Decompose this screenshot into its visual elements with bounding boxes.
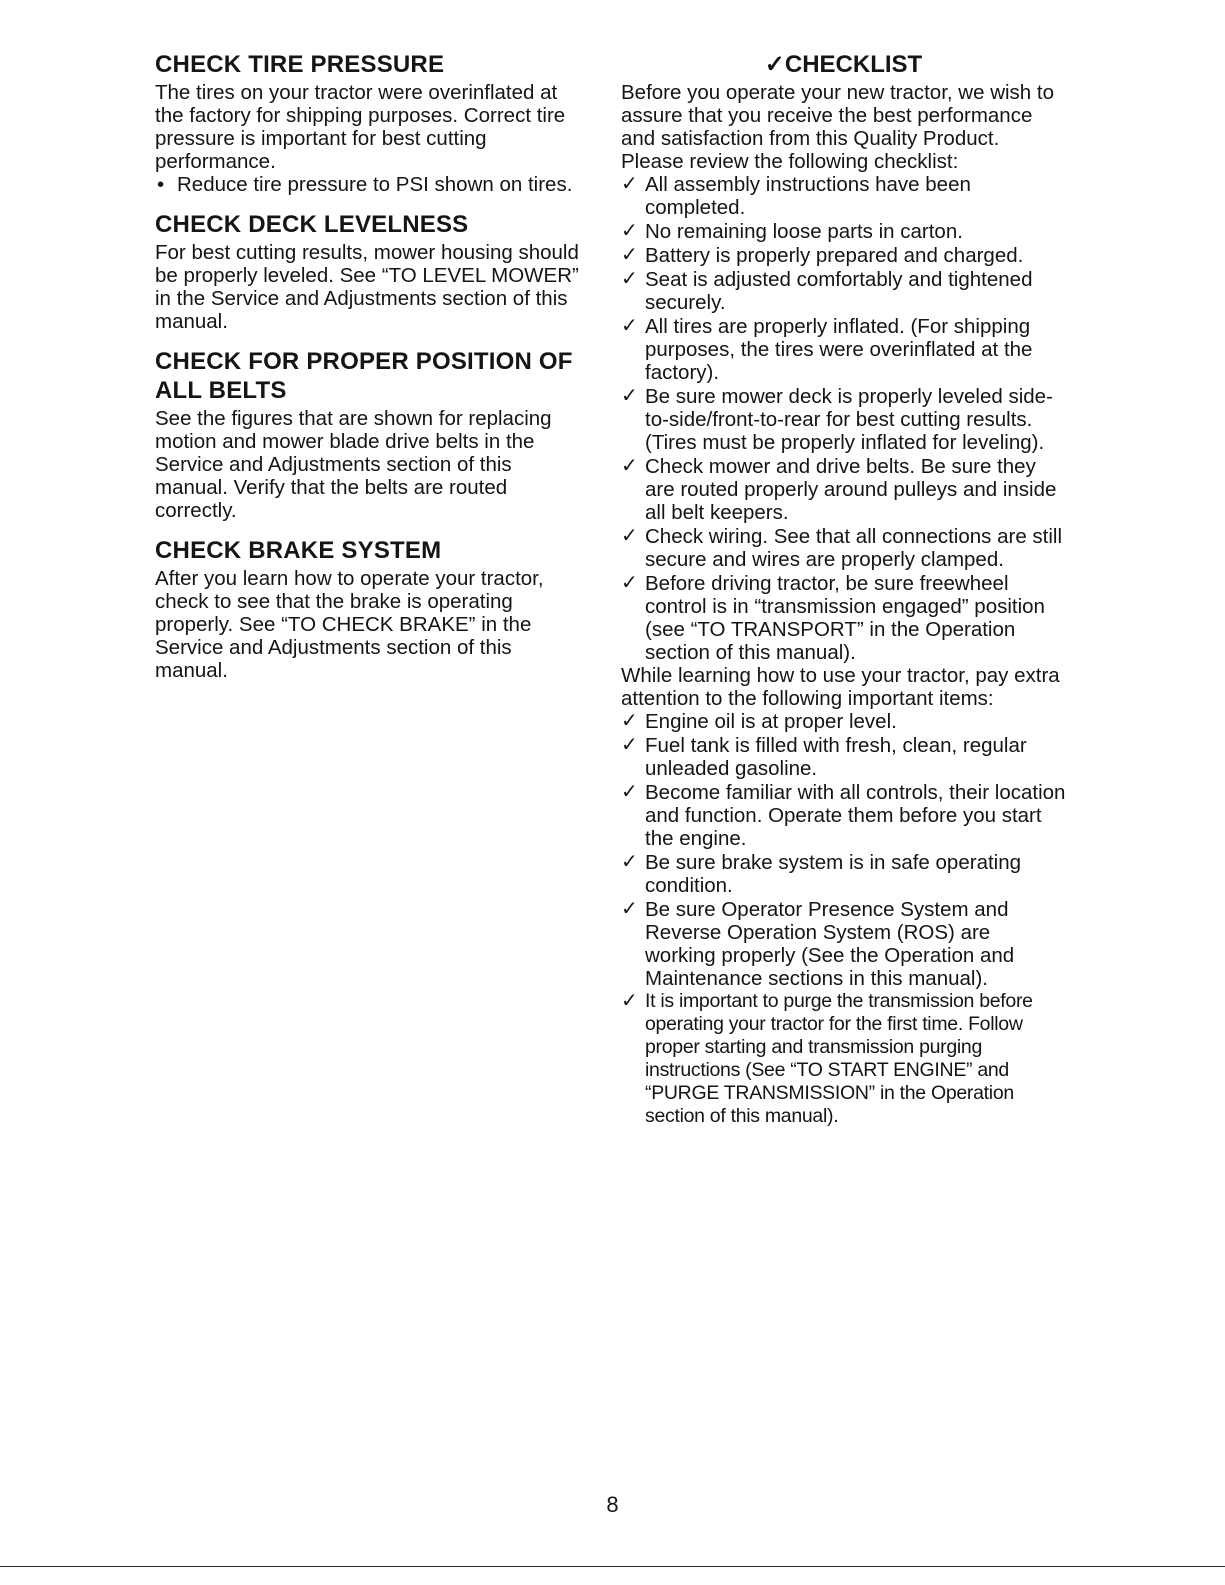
important-item <box>621 898 1066 990</box>
important-items-list <box>621 710 1066 990</box>
check-mark-icon: ✓ <box>621 990 638 1012</box>
check-mark-icon: ✓ <box>621 572 638 594</box>
check-mark-icon: ✓ <box>621 455 638 477</box>
checklist-item <box>621 455 1066 524</box>
checklist-item-text: Check mower and drive belts. Be sure they are routed properly around pulleys and inside all belt keepers. <box>645 455 1057 524</box>
section-brake-system <box>155 536 587 682</box>
check-mark-icon: ✓ <box>621 851 638 873</box>
important-item-text: Fuel tank is filled with fresh, clean, regular unleaded gasoline. <box>645 734 1027 780</box>
section-deck-levelness <box>155 210 587 333</box>
check-mark-icon: ✓ <box>621 525 638 547</box>
checklist-item-text: Seat is adjusted comfortably and tightened securely. <box>645 268 1033 314</box>
section-belts <box>155 347 587 522</box>
checklist-list <box>621 173 1066 664</box>
checklist-intro: Before you operate your new tractor, we wish to assure that you receive the best performance and satisfaction from this Quality Product. <box>621 81 1055 150</box>
checklist-item <box>621 572 1066 664</box>
checklist-item <box>621 315 1066 384</box>
body-deck-levelness: For best cutting results, mower housing should be properly leveled. See “TO LEVEL MOWER” in the Service and Adjustments section of this manual. <box>155 241 579 333</box>
check-mark-icon: ✓ <box>621 220 638 242</box>
important-item <box>621 710 1066 733</box>
important-item-text: Be sure Operator Presence System and Reverse Operation System (ROS) are working properly (See the Operation and Maintenance sections in this manual). <box>645 898 1015 990</box>
bullet-text: Reduce tire pressure to PSI shown on tires. <box>177 173 573 196</box>
important-item <box>621 851 1066 897</box>
check-mark-icon: ✓ <box>621 781 638 803</box>
tire-pressure-bullets <box>155 173 587 196</box>
important-item-text: Be sure brake system is in safe operating condition. <box>645 851 1022 897</box>
check-mark-icon: ✓ <box>621 244 638 266</box>
checklist-item-text: No remaining loose parts in carton. <box>645 220 963 243</box>
important-item-text: Become familiar with all controls, their location and function. Operate them before you start the engine. <box>645 781 1066 850</box>
page-number: 8 <box>606 1492 619 1517</box>
checklist-item-text: Be sure mower deck is properly leveled side-to-side/front-to-rear for best cutting results. (Tires must be properly inflated for leveling). <box>645 385 1053 454</box>
heading-deck-levelness: CHECK DECK LEVELNESS <box>155 211 469 238</box>
body-belts: See the figures that are shown for replacing motion and mower blade drive belts in the Service and Adjustments section of this manual. Verify that the belts are routed correctly. <box>155 407 552 522</box>
check-mark-icon: ✓ <box>621 315 638 337</box>
purge-item-list <box>621 990 1066 1128</box>
body-brake-system: After you learn how to operate your tractor, check to see that the brake is operating properly. See “TO CHECK BRAKE” in the Service and Adjustments section of this manual. <box>155 567 544 682</box>
checklist-item-text: All tires are properly inflated. (For shipping purposes, the tires were overinflated at the factory). <box>645 315 1033 384</box>
bullet-item <box>155 173 587 196</box>
important-item-text: It is important to purge the transmission before operating your tractor for the first time. Follow proper starting and transmission purging instructions (See “TO START ENGINE” and “PURGE TRANSMISSION” in the Operation section of this manual). <box>645 990 1033 1127</box>
body-tire-pressure: The tires on your tractor were overinflated at the factory for shipping purposes. Correct tire pressure is important for best cutting performance. <box>155 81 566 173</box>
learning-intro: While learning how to use your tractor, pay extra attention to the following important items: <box>621 664 1060 710</box>
checklist-item <box>621 268 1066 314</box>
heading-belts: CHECK FOR PROPER POSITION OF ALL BELTS <box>155 348 573 404</box>
checklist-item <box>621 525 1066 571</box>
checklist-item <box>621 385 1066 454</box>
important-item <box>621 781 1066 850</box>
checklist-item-text: Battery is properly prepared and charged. <box>645 244 1024 267</box>
check-mark-icon: ✓ <box>621 173 638 195</box>
left-column <box>155 50 587 682</box>
checklist-title: ✓CHECKLIST <box>764 51 923 78</box>
important-item-text: Engine oil is at proper level. <box>645 710 897 733</box>
right-column <box>621 50 1066 1128</box>
bottom-rule <box>0 1566 1225 1567</box>
check-mark-icon: ✓ <box>621 268 638 290</box>
section-tire-pressure <box>155 50 587 196</box>
checklist-item <box>621 220 1066 243</box>
important-item <box>621 990 1066 1128</box>
check-mark-icon: ✓ <box>621 710 638 732</box>
check-mark-icon: ✓ <box>621 385 638 407</box>
checklist-item-text: Before driving tractor, be sure freewheel control is in “transmission engaged” position (see “TO TRANSPORT” in the Operation section of this manual). <box>645 572 1045 664</box>
heading-tire-pressure: CHECK TIRE PRESSURE <box>155 51 445 78</box>
check-mark-icon: ✓ <box>621 734 638 756</box>
checklist-item <box>621 173 1066 219</box>
checklist-review: Please review the following checklist: <box>621 150 959 173</box>
important-item <box>621 734 1066 780</box>
heading-brake-system: CHECK BRAKE SYSTEM <box>155 537 442 564</box>
bullet-dot-icon: • <box>157 173 165 196</box>
checklist-item <box>621 244 1066 267</box>
checklist-item-text: All assembly instructions have been completed. <box>645 173 971 219</box>
checklist-item-text: Check wiring. See that all connections are still secure and wires are properly clamped. <box>645 525 1063 571</box>
check-mark-icon: ✓ <box>621 898 638 920</box>
